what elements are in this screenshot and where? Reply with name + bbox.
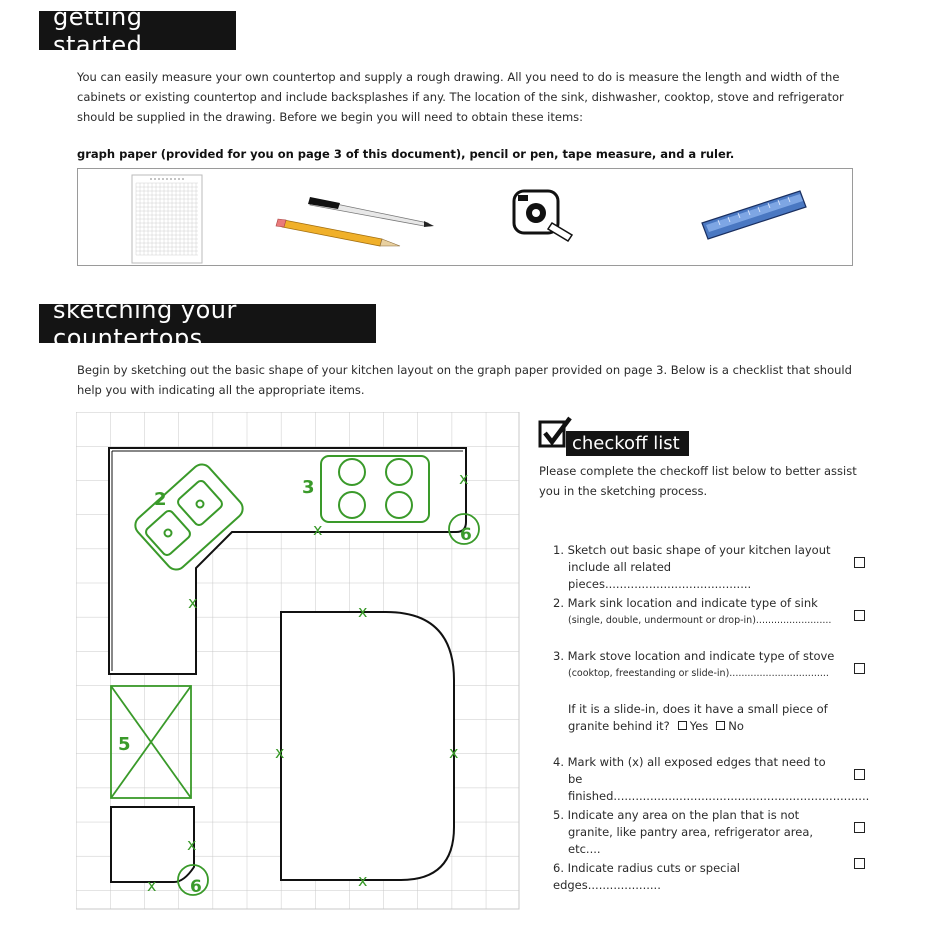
edge-mark: x	[188, 593, 198, 612]
checklist-item-subtext: (cooktop, freestanding or slide-in).................................	[568, 668, 829, 679]
supplies-panel	[77, 168, 853, 266]
checkoff-intro-line: Please complete the checkoff list below to better assist	[539, 464, 857, 478]
checklist-item-subtext: include all related pieces........................................	[568, 560, 752, 591]
checklist-item-2	[553, 595, 838, 629]
checklist-item-6	[553, 860, 838, 894]
radius-label-bottom: 6	[190, 877, 202, 897]
no-checkbox[interactable]	[716, 721, 725, 730]
cooktop-icon	[321, 456, 429, 522]
edge-mark: x	[449, 743, 459, 762]
edge-mark: x	[313, 520, 323, 539]
checklist-item-4	[553, 754, 870, 805]
graph-paper-icon	[132, 175, 202, 263]
edge-mark: x	[358, 871, 368, 890]
sketching-paragraph	[77, 360, 852, 400]
radius-label-top: 6	[460, 525, 472, 545]
kitchen-layout-diagram	[76, 412, 520, 910]
checkoff-list-title: checkoff list	[566, 431, 689, 456]
checkbox-item-6[interactable]	[854, 858, 865, 869]
sink-label: 2	[154, 489, 167, 510]
checklist-item-text: 1. Sketch out basic shape of your kitchen layout	[553, 543, 831, 557]
checklist-item-subtext: granite, like pantry area, refrigerator area, etc....	[568, 825, 814, 856]
checkbox-item-1[interactable]	[854, 557, 865, 568]
checklist-item-subtext: be finished......................................................................	[568, 772, 870, 803]
checklist-item-subtext: (single, double, undermount or drop-in).........................	[568, 615, 832, 626]
checklist-item-text: 2. Mark sink location and indicate type of sink	[553, 596, 818, 610]
checklist-item-5	[553, 807, 838, 858]
supplies-label: graph paper (provided for you on page 3 of this document), pencil or pen, tape measure, and a ruler.	[77, 147, 735, 161]
checklist-item-text: 6. Indicate radius cuts or special edges....................	[553, 861, 740, 892]
checklist-item-text: 3. Mark stove location and indicate type of stove	[553, 649, 835, 663]
pen-icon	[308, 197, 434, 227]
edge-mark: x	[147, 876, 157, 895]
refrigerator-label: 5	[118, 734, 131, 755]
checklist-item-text: 5. Indicate any area on the plan that is not	[553, 808, 800, 822]
intro-line: cabinets or existing countertop and include backsplashes if any. The location of the sink, dishwasher, cooktop, stove and refrigerator	[77, 90, 844, 104]
yes-label: Yes	[689, 719, 709, 733]
checkbox-item-3[interactable]	[854, 663, 865, 674]
edge-mark: x	[187, 835, 197, 854]
checklist-item-text: If it is a slide-in, does it have a small piece of	[568, 702, 828, 716]
checkbox-item-4[interactable]	[854, 769, 865, 780]
checkoff-intro-line: you in the sketching process.	[539, 484, 708, 498]
section-title-sketching: sketching your countertops	[39, 304, 376, 343]
checklist-item-1	[553, 542, 838, 593]
intro-line: should be supplied in the drawing. Before we begin you will need to obtain these items:	[77, 110, 584, 124]
edge-mark: x	[358, 602, 368, 621]
checkoff-intro	[539, 461, 857, 501]
supplies-illustrations	[78, 169, 854, 267]
no-label: No	[728, 719, 744, 733]
sketching-line: help you with indicating all the appropriate items.	[77, 383, 365, 397]
checklist-item-text: 4. Mark with (x) all exposed edges that need to	[553, 755, 826, 769]
yes-checkbox[interactable]	[678, 721, 687, 730]
ruler-icon	[702, 191, 806, 239]
checklist-item-subtext: granite behind it?	[568, 719, 670, 733]
sketching-line: Begin by sketching out the basic shape of your kitchen layout on the graph paper provided on page 3. Below is a checklist that should	[77, 363, 852, 377]
pencil-icon	[276, 219, 400, 246]
edge-mark: x	[459, 469, 469, 488]
intro-line: You can easily measure your own countertop and supply a rough drawing. All you need to do is measure the length and width of the	[77, 70, 840, 84]
cooktop-label: 3	[302, 477, 315, 498]
checklist-item-3	[553, 648, 838, 682]
checkbox-item-5[interactable]	[854, 822, 865, 833]
island-countertop	[281, 612, 454, 880]
section-title-getting-started: getting started	[39, 11, 236, 50]
tape-measure-icon	[514, 191, 572, 241]
edge-mark: x	[275, 743, 285, 762]
intro-paragraph	[77, 67, 844, 127]
checklist-item-slide-in	[568, 701, 848, 735]
checkbox-item-2[interactable]	[854, 610, 865, 621]
